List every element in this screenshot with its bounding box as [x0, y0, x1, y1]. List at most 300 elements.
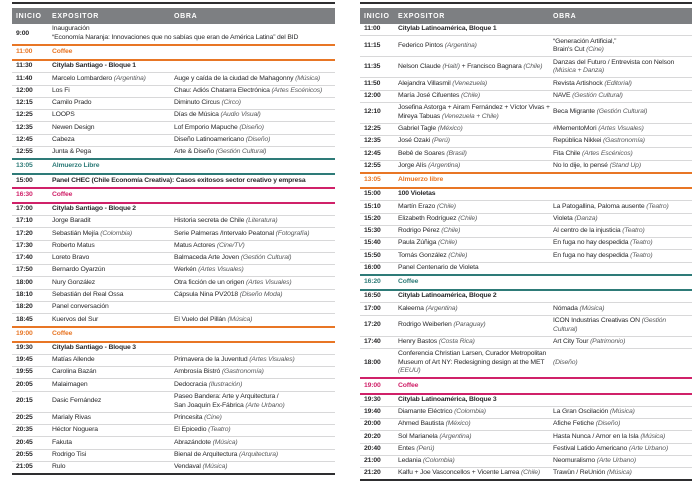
- section-row: [360, 394, 692, 407]
- time-cell: 17:00: [16, 204, 33, 212]
- category-note: (Costa Rica): [438, 337, 475, 345]
- schedule-row: [360, 468, 692, 481]
- entry-text: Conferencia Christian Larsen, Curador Metropolitan: [398, 350, 547, 358]
- entry-text: Jorge Baradit: [52, 217, 91, 225]
- entry-text: Tomás González: [398, 251, 449, 259]
- time-cell: 15:00: [16, 176, 33, 184]
- entry-text: Camilo Prado: [52, 99, 92, 107]
- category-note: (Música): [606, 469, 632, 477]
- time-cell: 12:15: [16, 99, 33, 107]
- schedule-row: [12, 289, 335, 301]
- entry-text: Afiche Fetiche: [553, 420, 596, 428]
- obra-cell: [553, 36, 692, 57]
- column-header-inicio: INICIO: [360, 8, 398, 24]
- time-cell: 20:00: [364, 420, 381, 428]
- time-cell: 20:25: [16, 413, 33, 421]
- category-note: (Diseño): [239, 123, 264, 131]
- entry-text: Panel Centenario de Violeta: [398, 263, 479, 271]
- entry-text: Rodrigo Tisi: [52, 450, 87, 458]
- time-cell: 19:30: [16, 343, 33, 351]
- entry-text: Héctor Noguera: [52, 426, 98, 434]
- break-row-teal: [12, 159, 335, 174]
- category-note: (Diseño): [245, 136, 271, 144]
- category-note: (Música): [212, 438, 238, 446]
- time-cell: 15:00: [364, 190, 381, 198]
- category-note: (EEUU): [398, 367, 421, 375]
- entry-text: Nómada: [553, 304, 580, 312]
- category-note: (Cine): [204, 413, 222, 421]
- time-cell: 20:15: [16, 397, 33, 405]
- time-cell: 12:00: [364, 91, 381, 99]
- schedule-row: [360, 36, 692, 57]
- column-header-obra: OBRA: [553, 8, 692, 24]
- entry-text: Auge y caída de la ciudad de Mahagonny: [174, 74, 296, 82]
- schedule-row: [12, 240, 335, 252]
- obra-cell: [174, 147, 335, 160]
- category-note: (Chile): [448, 251, 468, 259]
- expositor-cell: [52, 265, 174, 277]
- entry-text: Panel conversación: [52, 303, 109, 311]
- category-note: (Chile): [460, 91, 480, 99]
- obra-cell: [174, 289, 335, 301]
- category-note: (Arte Urbano): [245, 401, 285, 409]
- schedule-row: [12, 424, 335, 436]
- entry-text: Matías Allende: [52, 356, 95, 364]
- entry-text: Cabeza: [52, 136, 75, 144]
- schedule-row: [12, 391, 335, 412]
- schedule-row: [12, 367, 335, 379]
- entry-text: María José Cifuentes: [398, 91, 461, 99]
- category-note: (Danza): [574, 214, 598, 222]
- section-row: [360, 188, 692, 201]
- expositor-cell: [52, 461, 174, 474]
- category-note: (Brasil): [446, 149, 467, 157]
- obra-cell: [553, 315, 692, 336]
- schedule-row: [360, 57, 692, 78]
- schedule-row: [360, 148, 692, 160]
- expositor-cell: [52, 252, 174, 264]
- time-cell: 12:25: [364, 125, 381, 133]
- schedule-row: [360, 443, 692, 455]
- time-cell: 11:00: [364, 25, 381, 33]
- expositor-cell: [398, 336, 553, 348]
- entry-text: Josefina Astorga + Airam Fernández + Víctor Vivas + Mireya Tabuas: [398, 104, 550, 120]
- schedule-row: [12, 134, 335, 146]
- entry-text: Ahmed Bautista: [398, 420, 446, 428]
- time-cell: 20:45: [16, 438, 33, 446]
- time-cell: 16:50: [364, 292, 381, 300]
- category-note: (Artes Visuales): [249, 356, 295, 364]
- schedule-row: [12, 228, 335, 240]
- section-row: [12, 203, 335, 216]
- obra-cell: [553, 123, 692, 135]
- expositor-cell: [398, 315, 553, 336]
- section-row: [360, 290, 692, 303]
- obra-cell: [174, 122, 335, 134]
- category-note: (Haití): [442, 62, 460, 70]
- expositor-cell: [398, 136, 553, 148]
- entry-text: “Generación Artificial,”: [553, 37, 617, 45]
- entry-text: Citylab Santiago - Bloque 1: [52, 62, 136, 70]
- entry-text: Brain's Cut: [553, 46, 587, 54]
- entry-text: José Ozaki: [398, 137, 432, 145]
- expositor-cell: [398, 123, 553, 135]
- category-note: (Chile): [441, 227, 461, 235]
- table-top-rule: [12, 2, 335, 4]
- break-label-cell: Almuerzo libre: [398, 176, 444, 184]
- schedule-row: [12, 277, 335, 289]
- entry-text: Junta & Pega: [52, 148, 92, 156]
- category-note: (Colombia): [100, 229, 132, 237]
- time-cell: 13:05: [16, 162, 33, 170]
- category-note: (Arte Urbano): [596, 457, 636, 465]
- time-cell: 16:00: [364, 263, 381, 271]
- obra-cell: [553, 443, 692, 455]
- entry-text: Neomuralismo: [553, 457, 597, 465]
- entry-text: Inauguración: [52, 25, 90, 33]
- entry-text: LOOPS: [52, 111, 75, 119]
- category-note: (Música): [227, 315, 253, 323]
- schedule-row: [360, 262, 692, 275]
- time-cell: 12:10: [364, 108, 381, 116]
- obra-cell: [174, 85, 335, 97]
- expositor-cell: [398, 406, 553, 418]
- obra-cell: [553, 160, 692, 173]
- section-title-cell: [52, 174, 335, 187]
- section-title-cell: [398, 290, 692, 303]
- obra-cell: [174, 391, 335, 412]
- entry-text: Sebastián del Real Ossa: [52, 290, 124, 298]
- category-note: (Audio Visual): [220, 111, 261, 119]
- obra-cell: [553, 468, 692, 481]
- category-note: (Patrimonio): [590, 337, 626, 345]
- schedule-row: [360, 419, 692, 431]
- category-note: (Literatura): [246, 217, 278, 225]
- category-note: (Circo): [221, 99, 241, 107]
- obra-cell: [553, 348, 692, 378]
- time-cell: 17:40: [16, 254, 33, 262]
- category-note: (Música): [202, 463, 228, 471]
- expositor-cell: [52, 391, 174, 412]
- time-cell: 21:00: [364, 457, 381, 465]
- time-cell: 19:00: [364, 381, 381, 389]
- entry-text: Diseño Latinoamericano: [174, 136, 246, 144]
- entry-text: Nury González: [52, 278, 96, 286]
- entry-text: Dasic Fernández: [52, 397, 102, 405]
- schedule-row: [12, 97, 335, 109]
- obra-cell: [174, 215, 335, 227]
- entry-text: La Gran Oscilación: [553, 408, 610, 416]
- time-cell: 11:30: [16, 62, 33, 70]
- entry-text: Días de Música: [174, 111, 221, 119]
- expositor-cell: [398, 348, 553, 378]
- obra-cell: [174, 314, 335, 327]
- category-note: (Arte Urbano): [628, 444, 669, 452]
- entry-text: Paula Zúñiga: [398, 239, 438, 247]
- time-cell: 11:50: [364, 79, 381, 87]
- category-note: (Venezuela): [452, 79, 488, 87]
- expositor-cell: [52, 277, 174, 289]
- time-cell: 17:30: [16, 241, 33, 249]
- time-cell: 11:15: [364, 41, 381, 49]
- obra-cell: [553, 455, 692, 467]
- entry-text: Loreto Bravo: [52, 254, 90, 262]
- time-cell: 12:55: [16, 148, 33, 156]
- entry-text: Arte & Diseño: [174, 148, 216, 156]
- expositor-cell: [398, 160, 553, 173]
- schedule-row: [12, 265, 335, 277]
- time-cell: 15:40: [364, 239, 381, 247]
- entry-text: El Vuelo del Pillán: [174, 315, 228, 323]
- expositor-cell: [398, 431, 553, 443]
- entry-text: Henry Bastos: [398, 337, 439, 345]
- category-note: (Colombia): [422, 457, 455, 465]
- category-note: (Música + Danza): [553, 67, 605, 75]
- expositor-cell: [398, 303, 553, 315]
- obra-cell: [174, 437, 335, 449]
- section-title-cell: [52, 342, 335, 355]
- break-row-orange: [360, 173, 692, 188]
- category-note: (Gestión Cultural): [215, 148, 267, 156]
- section-title-cell: [398, 24, 692, 36]
- schedule-row: [360, 225, 692, 237]
- time-cell: 9:00: [16, 29, 30, 37]
- obra-cell: [553, 78, 692, 90]
- obra-cell: [553, 225, 692, 237]
- category-note: (México): [445, 420, 471, 428]
- obra-cell: [553, 262, 692, 275]
- schedule-row: [360, 406, 692, 418]
- entry-text: Fita Chile: [553, 149, 582, 157]
- time-cell: 18:10: [16, 290, 33, 298]
- category-note: (Música): [609, 408, 635, 416]
- entry-text: Diminuto Circus: [174, 99, 222, 107]
- entry-text: Federico Pintos: [398, 41, 445, 49]
- entry-text: Rodrigo Weiberlen: [398, 321, 454, 329]
- obra-cell: [174, 134, 335, 146]
- entry-text: Citylab Latinoamérica, Bloque 2: [398, 292, 497, 300]
- schedule-row: [360, 336, 692, 348]
- time-cell: 20:35: [16, 426, 33, 434]
- expositor-cell: [52, 314, 174, 327]
- category-note: (Argentina): [113, 74, 146, 82]
- time-cell: 17:00: [364, 304, 381, 312]
- entry-text: Ambrosía Bistró: [174, 368, 222, 376]
- category-note: (Editorial): [604, 79, 632, 87]
- time-cell: 15:20: [364, 214, 381, 222]
- schedule-row: [360, 303, 692, 315]
- time-cell: 19:55: [16, 368, 33, 376]
- schedule-row: [12, 461, 335, 474]
- entry-text: Abrazándote: [174, 438, 213, 446]
- entry-text: Alejandra Villasmil: [398, 79, 453, 87]
- expositor-cell: [52, 85, 174, 97]
- entry-text: #MementoMori: [553, 125, 599, 133]
- entry-text: + Francisco Bagnara: [459, 62, 524, 70]
- entry-text: Revista Artishock: [553, 79, 605, 87]
- schedule-row: [360, 315, 692, 336]
- time-cell: 18:20: [16, 303, 33, 311]
- obra-cell: [174, 461, 335, 474]
- entry-text: Balmaceda Arte Joven: [174, 254, 241, 262]
- entry-text: Citylab Latinoamérica, Bloque 3: [398, 395, 497, 403]
- entry-text: Sebastián Mejía: [52, 229, 101, 237]
- expositor-cell: [52, 301, 174, 313]
- expositor-cell: [398, 238, 553, 250]
- break-label-cell: Coffee: [398, 381, 419, 389]
- header-row: [360, 8, 692, 24]
- category-note: (Gastronomía): [602, 137, 645, 145]
- entry-text: Al centro de la injusticia: [553, 227, 623, 235]
- schedule-row: [12, 314, 335, 327]
- time-cell: 17:50: [16, 266, 33, 274]
- entry-text: Rulo: [52, 463, 66, 471]
- entry-text: ICON Industrias Creativas ON: [553, 316, 642, 324]
- time-cell: 12:45: [16, 136, 33, 144]
- category-note: (Artes Visuales): [198, 266, 244, 274]
- obra-cell: [553, 419, 692, 431]
- entry-text: Kaleema: [398, 304, 426, 312]
- time-cell: 21:05: [16, 463, 33, 471]
- entry-text: Violeta: [553, 214, 575, 222]
- expositor-cell: [52, 215, 174, 227]
- schedule-row: [12, 110, 335, 122]
- expositor-cell: [52, 228, 174, 240]
- schedule-row: [12, 85, 335, 97]
- expositor-cell: [398, 250, 553, 262]
- category-note: (México): [437, 125, 463, 133]
- expositor-cell: [52, 354, 174, 366]
- category-note: (Fotografía): [275, 229, 310, 237]
- category-note: (Perú): [431, 137, 450, 145]
- entry-text: Trawün / ReUnión: [553, 469, 607, 477]
- category-note: (Argentina): [425, 304, 458, 312]
- entry-text: Ledania: [398, 457, 423, 465]
- category-note: (Música): [579, 304, 605, 312]
- entry-text: Cápsula Nina PV2018: [174, 290, 240, 298]
- category-note: (Chile): [458, 214, 478, 222]
- entry-text: Sol Marianela: [398, 432, 440, 440]
- obra-cell: [553, 431, 692, 443]
- category-note: (Diseño): [553, 358, 578, 366]
- category-note: (Música): [295, 74, 320, 82]
- category-note: (Música): [640, 432, 666, 440]
- expositor-cell: [52, 379, 174, 391]
- category-note: (Cine/TV): [216, 241, 245, 249]
- category-note: (Argentina): [444, 41, 477, 49]
- schedule-row: [360, 250, 692, 262]
- schedule-row: [360, 90, 692, 102]
- time-cell: 18:45: [16, 315, 33, 323]
- entry-text: Chau: Adiós Chatarra Electrónica: [174, 86, 272, 94]
- entry-text: No lo dije, lo pensé: [553, 161, 610, 169]
- category-note: (Diseño): [595, 420, 621, 428]
- obra-cell: [174, 424, 335, 436]
- schedule-row: [360, 123, 692, 135]
- expositor-cell: [398, 455, 553, 467]
- entry-text: Danzas del Futuro / Entrevista con Nelson: [553, 58, 675, 66]
- entry-text: Museum of Art NY: Redesigning design at the MET: [398, 358, 545, 366]
- time-cell: 12:35: [364, 137, 381, 145]
- expositor-cell: [398, 148, 553, 160]
- entry-text: Kalfu + Joe Vasconcellos + Vicente Larrea: [398, 469, 522, 477]
- entry-text: “Economía Naranja: Innovaciones que no sabías que eran de América Latina” del BID: [52, 33, 299, 41]
- obra-cell: [553, 406, 692, 418]
- entry-text: Citylab Santiago - Bloque 2: [52, 204, 136, 212]
- category-note: (Gestión Cultural): [572, 91, 623, 99]
- section-row: [12, 24, 335, 45]
- category-note: (Teatro): [646, 202, 669, 210]
- expositor-cell: [398, 419, 553, 431]
- break-row-pink: [360, 378, 692, 393]
- time-cell: 17:20: [16, 229, 33, 237]
- entry-text: El Epicedio: [174, 426, 209, 434]
- table-top-rule: [360, 2, 692, 4]
- entry-text: Vendaval: [174, 463, 203, 471]
- schedule-row: [360, 136, 692, 148]
- event-description-cell: [52, 24, 335, 45]
- schedule-row: [12, 412, 335, 424]
- category-note: (Teatro): [622, 227, 645, 235]
- obra-cell: [553, 201, 692, 213]
- obra-cell: [553, 213, 692, 225]
- entry-text: Roberto Matus: [52, 241, 95, 249]
- entry-text: Lof Emporio Mapuche: [174, 123, 240, 131]
- break-label-cell: Coffee: [52, 48, 73, 56]
- obra-cell: [174, 379, 335, 391]
- entry-text: Serie Palmeras /Intervalo Peatonal: [174, 229, 276, 237]
- entry-text: Jorge Alís: [398, 161, 429, 169]
- category-note: (Perú): [416, 444, 435, 452]
- schedule-grid: [12, 8, 335, 475]
- schedule-row: [360, 213, 692, 225]
- section-row: [12, 60, 335, 73]
- obra-cell: [174, 301, 335, 313]
- schedule-row: [360, 455, 692, 467]
- category-note: (Teatro): [630, 239, 653, 247]
- expositor-cell: [398, 443, 553, 455]
- section-row: [12, 174, 335, 187]
- time-cell: 11:00: [16, 48, 33, 56]
- category-note: (Gastronomía): [221, 368, 264, 376]
- entry-text: Paseo Bandera: Arte y Arquitectura /: [174, 392, 279, 400]
- schedule-row: [12, 437, 335, 449]
- entry-text: Festival Latido Americano: [553, 444, 629, 452]
- time-cell: 12:45: [364, 149, 381, 157]
- section-title-cell: [52, 203, 335, 216]
- section-row: [360, 24, 692, 36]
- obra-cell: [174, 367, 335, 379]
- category-note: (Gestión Cultural): [553, 316, 667, 333]
- entry-text: Otra ficción de un origen: [174, 278, 247, 286]
- category-note: (Chile): [523, 62, 543, 70]
- column-header-expositor: EXPOSITOR: [398, 8, 553, 24]
- category-note: (Diseño Moda): [239, 290, 283, 298]
- category-note: (Chile): [438, 239, 457, 247]
- entry-text: Elizabeth Rodríguez: [398, 214, 459, 222]
- header-row: [12, 8, 335, 24]
- entry-text: Dedocracia: [174, 380, 209, 388]
- entry-text: Princesita: [174, 413, 205, 421]
- obra-cell: [174, 354, 335, 366]
- expositor-cell: [52, 424, 174, 436]
- entry-text: Primavera de la Juventud: [174, 356, 250, 364]
- category-note: (Colombia): [454, 408, 486, 416]
- category-note: (Argentina): [439, 432, 472, 440]
- expositor-cell: [52, 73, 174, 85]
- expositor-cell: [398, 102, 553, 123]
- entry-text: Newen Design: [52, 123, 95, 131]
